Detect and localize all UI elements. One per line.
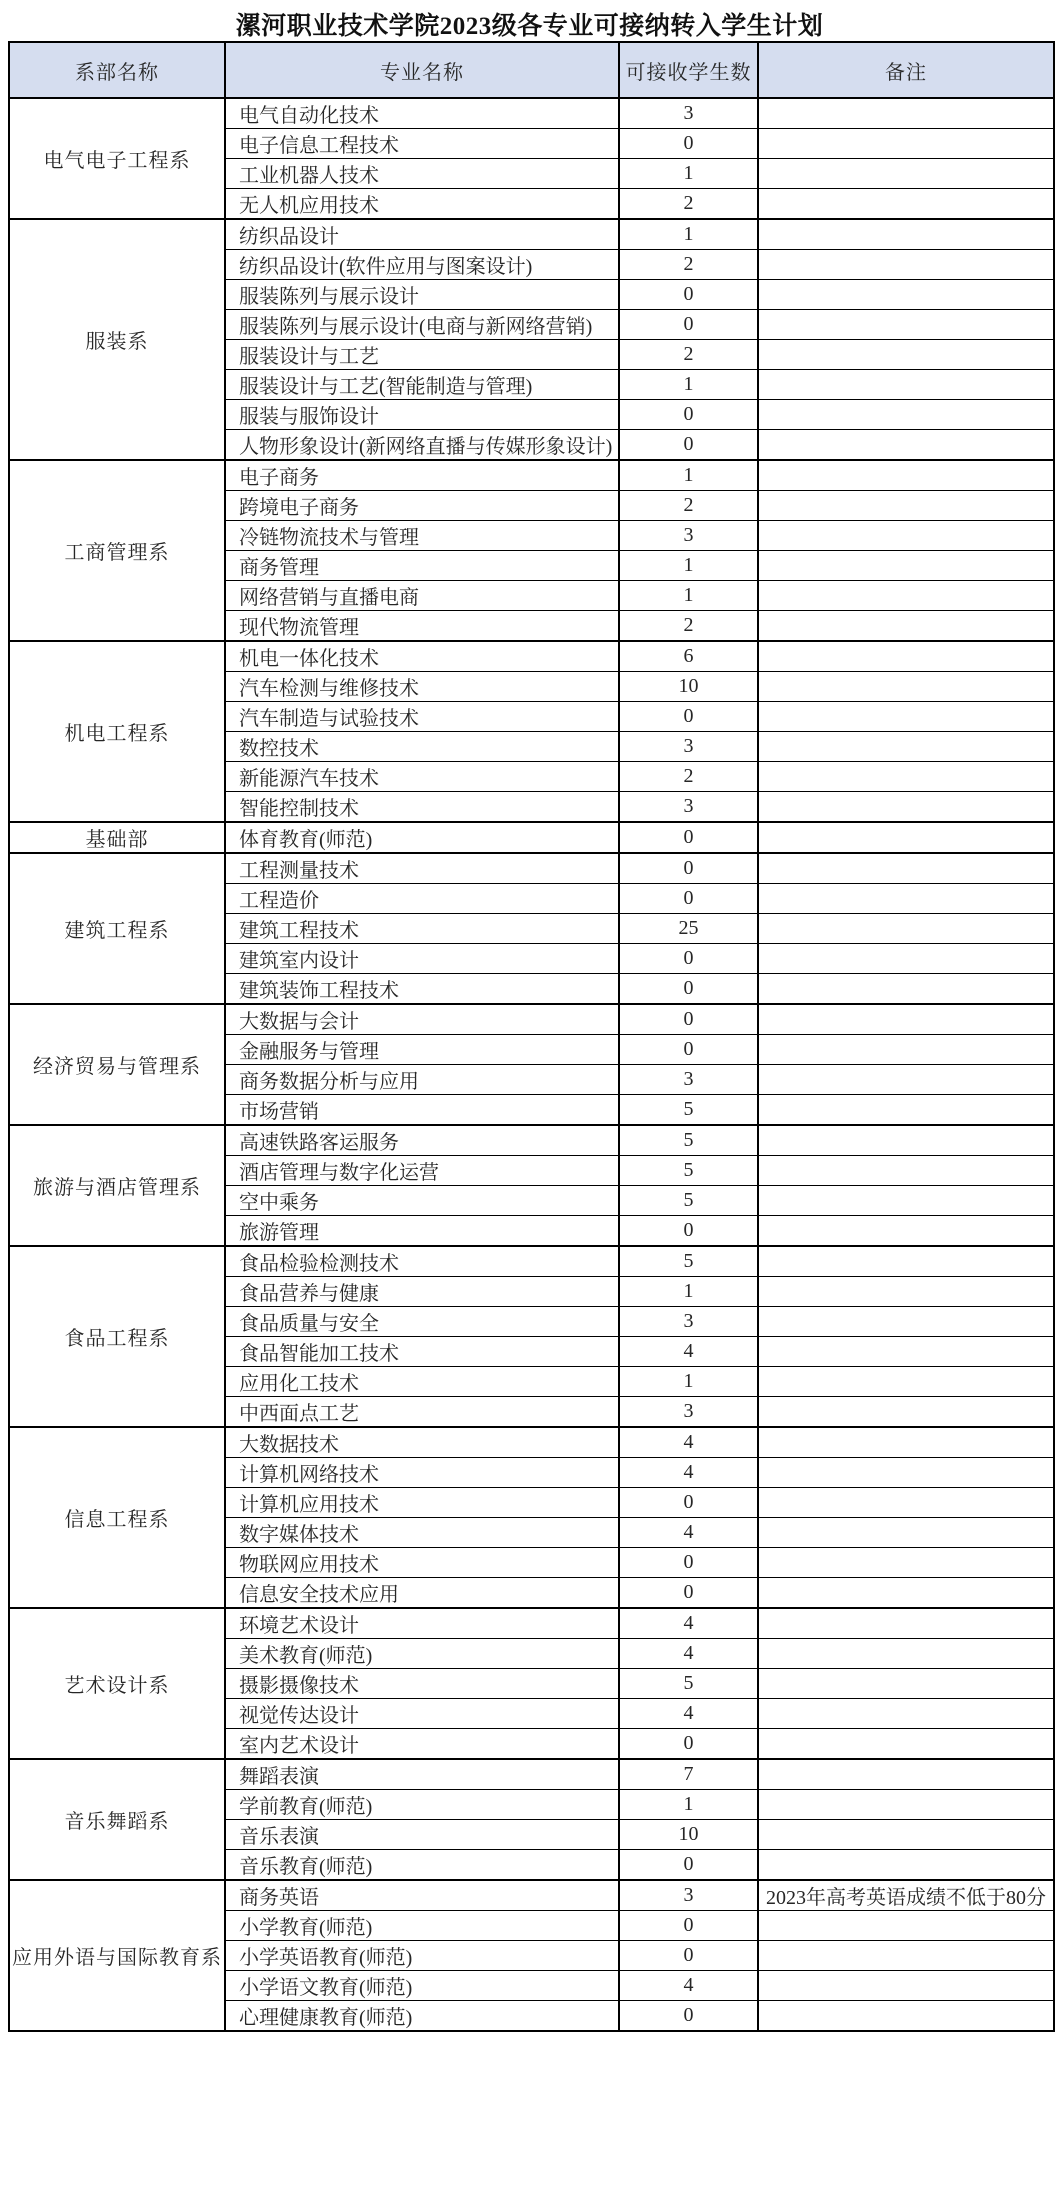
- note-cell: [758, 611, 1054, 642]
- note-cell: [758, 1729, 1054, 1760]
- major-cell: 电子商务: [225, 460, 619, 491]
- note-cell: [758, 1035, 1054, 1065]
- page-title: 漯河职业技术学院2023级各专业可接纳转入学生计划: [235, 13, 824, 40]
- count-cell: 0: [619, 430, 758, 461]
- count-cell: 7: [619, 1759, 758, 1790]
- count-cell: 3: [619, 521, 758, 551]
- major-cell: 食品检验检测技术: [225, 1246, 619, 1277]
- major-cell: 室内艺术设计: [225, 1729, 619, 1760]
- note-cell: [758, 641, 1054, 672]
- transfer-plan-table: [8, 41, 1055, 2032]
- major-cell: 数控技术: [225, 732, 619, 762]
- note-cell: [758, 1095, 1054, 1126]
- note-cell: [758, 792, 1054, 823]
- major-cell: 小学英语教育(师范): [225, 1941, 619, 1971]
- note-cell: [758, 400, 1054, 430]
- header-row: [9, 42, 1054, 98]
- note-cell: [758, 370, 1054, 400]
- count-cell: 0: [619, 853, 758, 884]
- major-cell: 信息安全技术应用: [225, 1578, 619, 1609]
- note-cell: [758, 1277, 1054, 1307]
- count-cell: 2: [619, 611, 758, 642]
- note-cell: 2023年高考英语成绩不低于80分: [758, 1880, 1054, 1911]
- major-cell: 服装与服饰设计: [225, 400, 619, 430]
- department-cell: 旅游与酒店管理系: [9, 1125, 225, 1246]
- note-cell: [758, 1759, 1054, 1790]
- note-cell: [758, 1216, 1054, 1247]
- note-cell: [758, 2001, 1054, 2032]
- note-cell: [758, 1971, 1054, 2001]
- department-cell: 音乐舞蹈系: [9, 1759, 225, 1880]
- table-row: [9, 853, 1054, 884]
- count-cell: 2: [619, 340, 758, 370]
- major-cell: 音乐表演: [225, 1820, 619, 1850]
- note-cell: [758, 1790, 1054, 1820]
- count-cell: 2: [619, 491, 758, 521]
- column-header-count: 可接收学生数: [619, 42, 758, 98]
- count-cell: 5: [619, 1095, 758, 1126]
- note-cell: [758, 1608, 1054, 1639]
- note-cell: [758, 672, 1054, 702]
- major-cell: 服装陈列与展示设计: [225, 280, 619, 310]
- major-cell: 智能控制技术: [225, 792, 619, 823]
- major-cell: 旅游管理: [225, 1216, 619, 1247]
- note-cell: [758, 1850, 1054, 1881]
- count-cell: 0: [619, 884, 758, 914]
- count-cell: 0: [619, 702, 758, 732]
- count-cell: 4: [619, 1699, 758, 1729]
- note-cell: [758, 1518, 1054, 1548]
- major-cell: 物联网应用技术: [225, 1548, 619, 1578]
- major-cell: 市场营销: [225, 1095, 619, 1126]
- count-cell: 0: [619, 822, 758, 853]
- major-cell: 食品质量与安全: [225, 1307, 619, 1337]
- note-cell: [758, 1458, 1054, 1488]
- note-cell: [758, 1669, 1054, 1699]
- note-cell: [758, 1639, 1054, 1669]
- note-cell: [758, 1337, 1054, 1367]
- note-cell: [758, 1397, 1054, 1428]
- note-cell: [758, 884, 1054, 914]
- count-cell: 4: [619, 1608, 758, 1639]
- major-cell: 计算机应用技术: [225, 1488, 619, 1518]
- count-cell: 3: [619, 98, 758, 129]
- table-row: [9, 1427, 1054, 1458]
- note-cell: [758, 914, 1054, 944]
- major-cell: 小学语文教育(师范): [225, 1971, 619, 2001]
- department-cell: 经济贸易与管理系: [9, 1004, 225, 1125]
- note-cell: [758, 702, 1054, 732]
- department-cell: 机电工程系: [9, 641, 225, 822]
- major-cell: 高速铁路客运服务: [225, 1125, 619, 1156]
- major-cell: 建筑装饰工程技术: [225, 974, 619, 1005]
- major-cell: 服装设计与工艺: [225, 340, 619, 370]
- department-cell: 食品工程系: [9, 1246, 225, 1427]
- count-cell: 1: [619, 1367, 758, 1397]
- count-cell: 10: [619, 672, 758, 702]
- table-row: [9, 1246, 1054, 1277]
- note-cell: [758, 1246, 1054, 1277]
- major-cell: 计算机网络技术: [225, 1458, 619, 1488]
- major-cell: 服装陈列与展示设计(电商与新网络营销): [225, 310, 619, 340]
- major-cell: 冷链物流技术与管理: [225, 521, 619, 551]
- note-cell: [758, 762, 1054, 792]
- note-cell: [758, 430, 1054, 461]
- note-cell: [758, 974, 1054, 1005]
- table-row: [9, 1608, 1054, 1639]
- count-cell: 5: [619, 1246, 758, 1277]
- note-cell: [758, 521, 1054, 551]
- major-cell: 环境艺术设计: [225, 1608, 619, 1639]
- major-cell: 工程测量技术: [225, 853, 619, 884]
- table-row: [9, 98, 1054, 129]
- major-cell: 工业机器人技术: [225, 159, 619, 189]
- count-cell: 5: [619, 1669, 758, 1699]
- count-cell: 0: [619, 1941, 758, 1971]
- table-row: [9, 1880, 1054, 1911]
- count-cell: 3: [619, 1880, 758, 1911]
- major-cell: 现代物流管理: [225, 611, 619, 642]
- department-cell: 信息工程系: [9, 1427, 225, 1608]
- note-cell: [758, 1125, 1054, 1156]
- count-cell: 0: [619, 129, 758, 159]
- major-cell: 美术教育(师范): [225, 1639, 619, 1669]
- major-cell: 建筑室内设计: [225, 944, 619, 974]
- major-cell: 跨境电子商务: [225, 491, 619, 521]
- count-cell: 1: [619, 159, 758, 189]
- note-cell: [758, 1548, 1054, 1578]
- count-cell: 3: [619, 792, 758, 823]
- major-cell: 纺织品设计: [225, 219, 619, 250]
- count-cell: 0: [619, 1729, 758, 1760]
- note-cell: [758, 250, 1054, 280]
- count-cell: 0: [619, 2001, 758, 2032]
- count-cell: 25: [619, 914, 758, 944]
- major-cell: 电子信息工程技术: [225, 129, 619, 159]
- column-header-note: 备注: [758, 42, 1054, 98]
- count-cell: 5: [619, 1156, 758, 1186]
- count-cell: 5: [619, 1186, 758, 1216]
- major-cell: 数字媒体技术: [225, 1518, 619, 1548]
- count-cell: 1: [619, 370, 758, 400]
- department-cell: 建筑工程系: [9, 853, 225, 1004]
- count-cell: 1: [619, 581, 758, 611]
- count-cell: 0: [619, 400, 758, 430]
- count-cell: 1: [619, 551, 758, 581]
- note-cell: [758, 491, 1054, 521]
- note-cell: [758, 1156, 1054, 1186]
- department-cell: 工商管理系: [9, 460, 225, 641]
- major-cell: 学前教育(师范): [225, 1790, 619, 1820]
- count-cell: 4: [619, 1518, 758, 1548]
- note-cell: [758, 1820, 1054, 1850]
- table-row: [9, 219, 1054, 250]
- count-cell: 10: [619, 1820, 758, 1850]
- count-cell: 0: [619, 1578, 758, 1609]
- department-cell: 电气电子工程系: [9, 98, 225, 219]
- department-cell: 应用外语与国际教育系: [9, 1880, 225, 2031]
- count-cell: 0: [619, 280, 758, 310]
- major-cell: 服装设计与工艺(智能制造与管理): [225, 370, 619, 400]
- major-cell: 新能源汽车技术: [225, 762, 619, 792]
- major-cell: 商务数据分析与应用: [225, 1065, 619, 1095]
- count-cell: 4: [619, 1427, 758, 1458]
- major-cell: 中西面点工艺: [225, 1397, 619, 1428]
- note-cell: [758, 1427, 1054, 1458]
- department-cell: 基础部: [9, 822, 225, 853]
- note-cell: [758, 732, 1054, 762]
- count-cell: 3: [619, 1065, 758, 1095]
- count-cell: 1: [619, 219, 758, 250]
- count-cell: 0: [619, 1035, 758, 1065]
- note-cell: [758, 944, 1054, 974]
- note-cell: [758, 822, 1054, 853]
- major-cell: 无人机应用技术: [225, 189, 619, 220]
- note-cell: [758, 219, 1054, 250]
- count-cell: 3: [619, 1307, 758, 1337]
- major-cell: 应用化工技术: [225, 1367, 619, 1397]
- table-header: [9, 42, 1054, 98]
- note-cell: [758, 1941, 1054, 1971]
- major-cell: 食品营养与健康: [225, 1277, 619, 1307]
- table-row: [9, 822, 1054, 853]
- count-cell: 0: [619, 1911, 758, 1941]
- major-cell: 摄影摄像技术: [225, 1669, 619, 1699]
- note-cell: [758, 853, 1054, 884]
- note-cell: [758, 1307, 1054, 1337]
- count-cell: 0: [619, 974, 758, 1005]
- count-cell: 0: [619, 1216, 758, 1247]
- table-row: [9, 1759, 1054, 1790]
- count-cell: 0: [619, 1850, 758, 1881]
- count-cell: 1: [619, 460, 758, 491]
- table-row: [9, 641, 1054, 672]
- count-cell: 0: [619, 310, 758, 340]
- note-cell: [758, 310, 1054, 340]
- major-cell: 网络营销与直播电商: [225, 581, 619, 611]
- count-cell: 2: [619, 189, 758, 220]
- note-cell: [758, 1699, 1054, 1729]
- count-cell: 3: [619, 732, 758, 762]
- count-cell: 0: [619, 944, 758, 974]
- note-cell: [758, 581, 1054, 611]
- major-cell: 视觉传达设计: [225, 1699, 619, 1729]
- table-body: [9, 98, 1054, 2031]
- major-cell: 商务英语: [225, 1880, 619, 1911]
- count-cell: 0: [619, 1548, 758, 1578]
- count-cell: 1: [619, 1277, 758, 1307]
- note-cell: [758, 280, 1054, 310]
- count-cell: 4: [619, 1971, 758, 2001]
- note-cell: [758, 159, 1054, 189]
- note-cell: [758, 460, 1054, 491]
- note-cell: [758, 1004, 1054, 1035]
- major-cell: 电气自动化技术: [225, 98, 619, 129]
- count-cell: 4: [619, 1639, 758, 1669]
- count-cell: 6: [619, 641, 758, 672]
- note-cell: [758, 1488, 1054, 1518]
- note-cell: [758, 129, 1054, 159]
- count-cell: 2: [619, 762, 758, 792]
- major-cell: 音乐教育(师范): [225, 1850, 619, 1881]
- note-cell: [758, 98, 1054, 129]
- major-cell: 大数据技术: [225, 1427, 619, 1458]
- major-cell: 人物形象设计(新网络直播与传媒形象设计): [225, 430, 619, 461]
- count-cell: 2: [619, 250, 758, 280]
- major-cell: 汽车检测与维修技术: [225, 672, 619, 702]
- major-cell: 汽车制造与试验技术: [225, 702, 619, 732]
- count-cell: 4: [619, 1458, 758, 1488]
- column-header-department: 系部名称: [9, 42, 225, 98]
- note-cell: [758, 1578, 1054, 1609]
- note-cell: [758, 340, 1054, 370]
- department-cell: 艺术设计系: [9, 1608, 225, 1759]
- major-cell: 食品智能加工技术: [225, 1337, 619, 1367]
- major-cell: 酒店管理与数字化运营: [225, 1156, 619, 1186]
- table-row: [9, 1125, 1054, 1156]
- major-cell: 空中乘务: [225, 1186, 619, 1216]
- table-row: [9, 460, 1054, 491]
- count-cell: 1: [619, 1790, 758, 1820]
- note-cell: [758, 551, 1054, 581]
- major-cell: 金融服务与管理: [225, 1035, 619, 1065]
- major-cell: 舞蹈表演: [225, 1759, 619, 1790]
- table-row: [9, 1004, 1054, 1035]
- note-cell: [758, 1367, 1054, 1397]
- major-cell: 小学教育(师范): [225, 1911, 619, 1941]
- column-header-major: 专业名称: [225, 42, 619, 98]
- count-cell: 4: [619, 1337, 758, 1367]
- major-cell: 心理健康教育(师范): [225, 2001, 619, 2032]
- note-cell: [758, 1065, 1054, 1095]
- count-cell: 3: [619, 1397, 758, 1428]
- major-cell: 工程造价: [225, 884, 619, 914]
- note-cell: [758, 1186, 1054, 1216]
- major-cell: 体育教育(师范): [225, 822, 619, 853]
- count-cell: 0: [619, 1004, 758, 1035]
- major-cell: 纺织品设计(软件应用与图案设计): [225, 250, 619, 280]
- major-cell: 建筑工程技术: [225, 914, 619, 944]
- major-cell: 大数据与会计: [225, 1004, 619, 1035]
- note-cell: [758, 189, 1054, 220]
- department-cell: 服装系: [9, 219, 225, 460]
- major-cell: 机电一体化技术: [225, 641, 619, 672]
- major-cell: 商务管理: [225, 551, 619, 581]
- count-cell: 5: [619, 1125, 758, 1156]
- count-cell: 0: [619, 1488, 758, 1518]
- note-cell: [758, 1911, 1054, 1941]
